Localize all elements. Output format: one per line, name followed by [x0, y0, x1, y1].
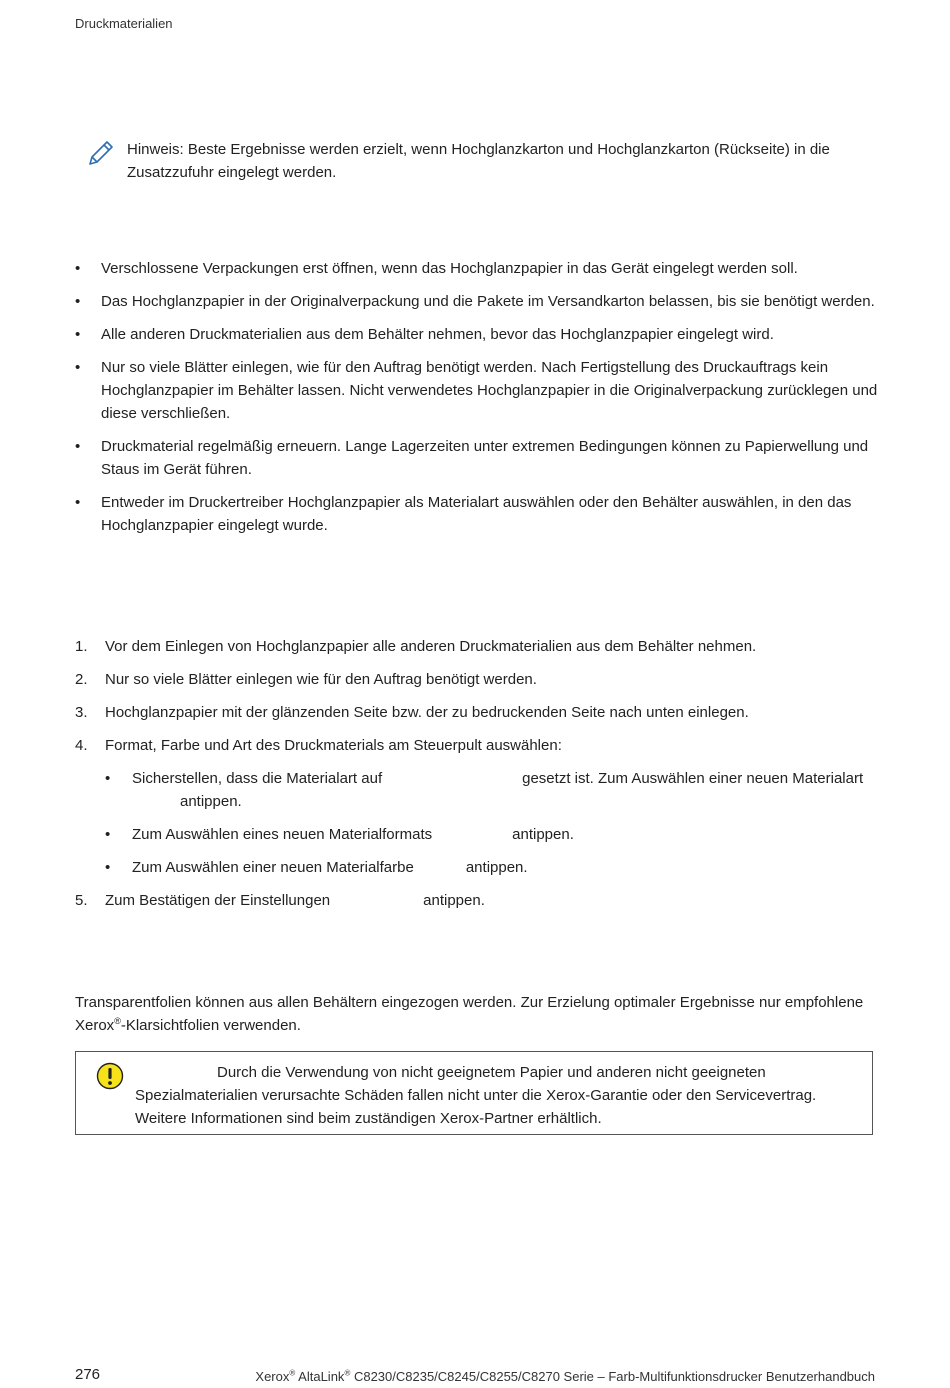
list-item: • Entweder im Druckertreiber Hochglanzpapier als Materialart auswählen oder den Behälter auswählen, in den das Hochglanzpapier eingelegt wurde. [75, 491, 880, 537]
bullet-icon: • [75, 438, 81, 455]
substep-item: • Zum Auswählen einer neuen Materialfarbe antippen. [105, 856, 880, 879]
list-item: • Das Hochglanzpapier in der Originalverpackung und die Pakete im Versandkarton belassen, bis sie benötigt werden. [75, 290, 880, 313]
step-item: 3. Hochglanzpapier mit der glänzenden Seite bzw. der zu bedruckenden Seite nach unten einlegen. [75, 704, 749, 721]
bullet-icon: • [75, 326, 81, 343]
page-number: 276 [75, 1366, 101, 1383]
caution-text: Durch die Verwendung von nicht geeignetem Papier und anderen nicht geeigneten Spezialmaterialien verursachte Schäden fallen nicht unter die Xerox-Garantie oder den Servicevertrag. Weitere Informationen sind beim zuständigen Xerox-Partner erhältlich. [135, 1064, 817, 1127]
step-item: 4. Format, Farbe und Art des Druckmaterials am Steuerpult auswählen: • Sicherstellen, dass die Materialart auf gesetzt ist. Zum Auswählen einer neuen Materialartantippen. • Zum Auswählen eines neuen Materialformats antippen. • Zum Auswählen einer neuen Materialfarbe antippen. [75, 734, 880, 879]
glossy-paper-guidelines [75, 257, 880, 547]
pencil-note-icon [86, 138, 116, 168]
bullet-icon: • [75, 260, 81, 277]
loading-steps [75, 635, 880, 922]
step-item: 1. Vor dem Einlegen von Hochglanzpapier alle anderen Druckmaterialien aus dem Behälter nehmen. [75, 638, 757, 655]
bullet-icon: • [75, 494, 81, 511]
step-item: 5. Zum Bestätigen der Einstellungen antippen. [75, 892, 485, 909]
bullet-icon: • [105, 826, 111, 843]
substep-item: • Sicherstellen, dass die Materialart auf gesetzt ist. Zum Auswählen einer neuen Materialartantippen. [105, 767, 880, 813]
list-item: • Verschlossene Verpackungen erst öffnen, wenn das Hochglanzpapier in das Gerät eingelegt werden soll. [75, 257, 880, 280]
bullet-icon: • [105, 859, 111, 876]
bullet-icon: • [75, 293, 81, 310]
caution-exclamation-icon [96, 1062, 124, 1090]
note-text: Hinweis: Beste Ergebnisse werden erzielt, wenn Hochglanzkarton und Hochglanzkarton (Rückseite) in die Zusatzzufuhr eingelegt werden. [127, 141, 830, 181]
bullet-icon: • [105, 770, 111, 787]
step-item: 2. Nur so viele Blätter einlegen wie für den Auftrag benötigt werden. [75, 671, 537, 688]
footer-title: Xerox® AltaLink® C8230/C8235/C8245/C8255/C8270 Serie – Farb-Multifunktionsdrucker Benutzerhandbuch [255, 1368, 875, 1384]
bullet-icon: • [75, 359, 81, 376]
substep-list [105, 767, 880, 879]
transparency-intro: Transparentfolien können aus allen Behältern eingezogen werden. Zur Erzielung optimaler Ergebnisse nur empfohlene Xerox®-Klarsichtfolien verwenden. [75, 994, 864, 1034]
list-item: • Nur so viele Blätter einlegen, wie für den Auftrag benötigt werden. Nach Fertigstellung des Druckauftrags kein Hochglanzpapier im Behälter lassen. Nicht verwendetes Hochglanzpapier in die Originalverpackung zurücklegen und diese verschließen. [75, 356, 880, 425]
list-item: • Alle anderen Druckmaterialien aus dem Behälter nehmen, bevor das Hochglanzpapier eingelegt wird. [75, 323, 880, 346]
running-header: Druckmaterialien [75, 16, 173, 31]
caution-box [75, 1051, 873, 1135]
list-item: • Druckmaterial regelmäßig erneuern. Lange Lagerzeiten unter extremen Bedingungen können zu Papierwellung und Staus im Gerät führen. [75, 435, 880, 481]
substep-item: • Zum Auswählen eines neuen Materialformats antippen. [105, 823, 880, 846]
